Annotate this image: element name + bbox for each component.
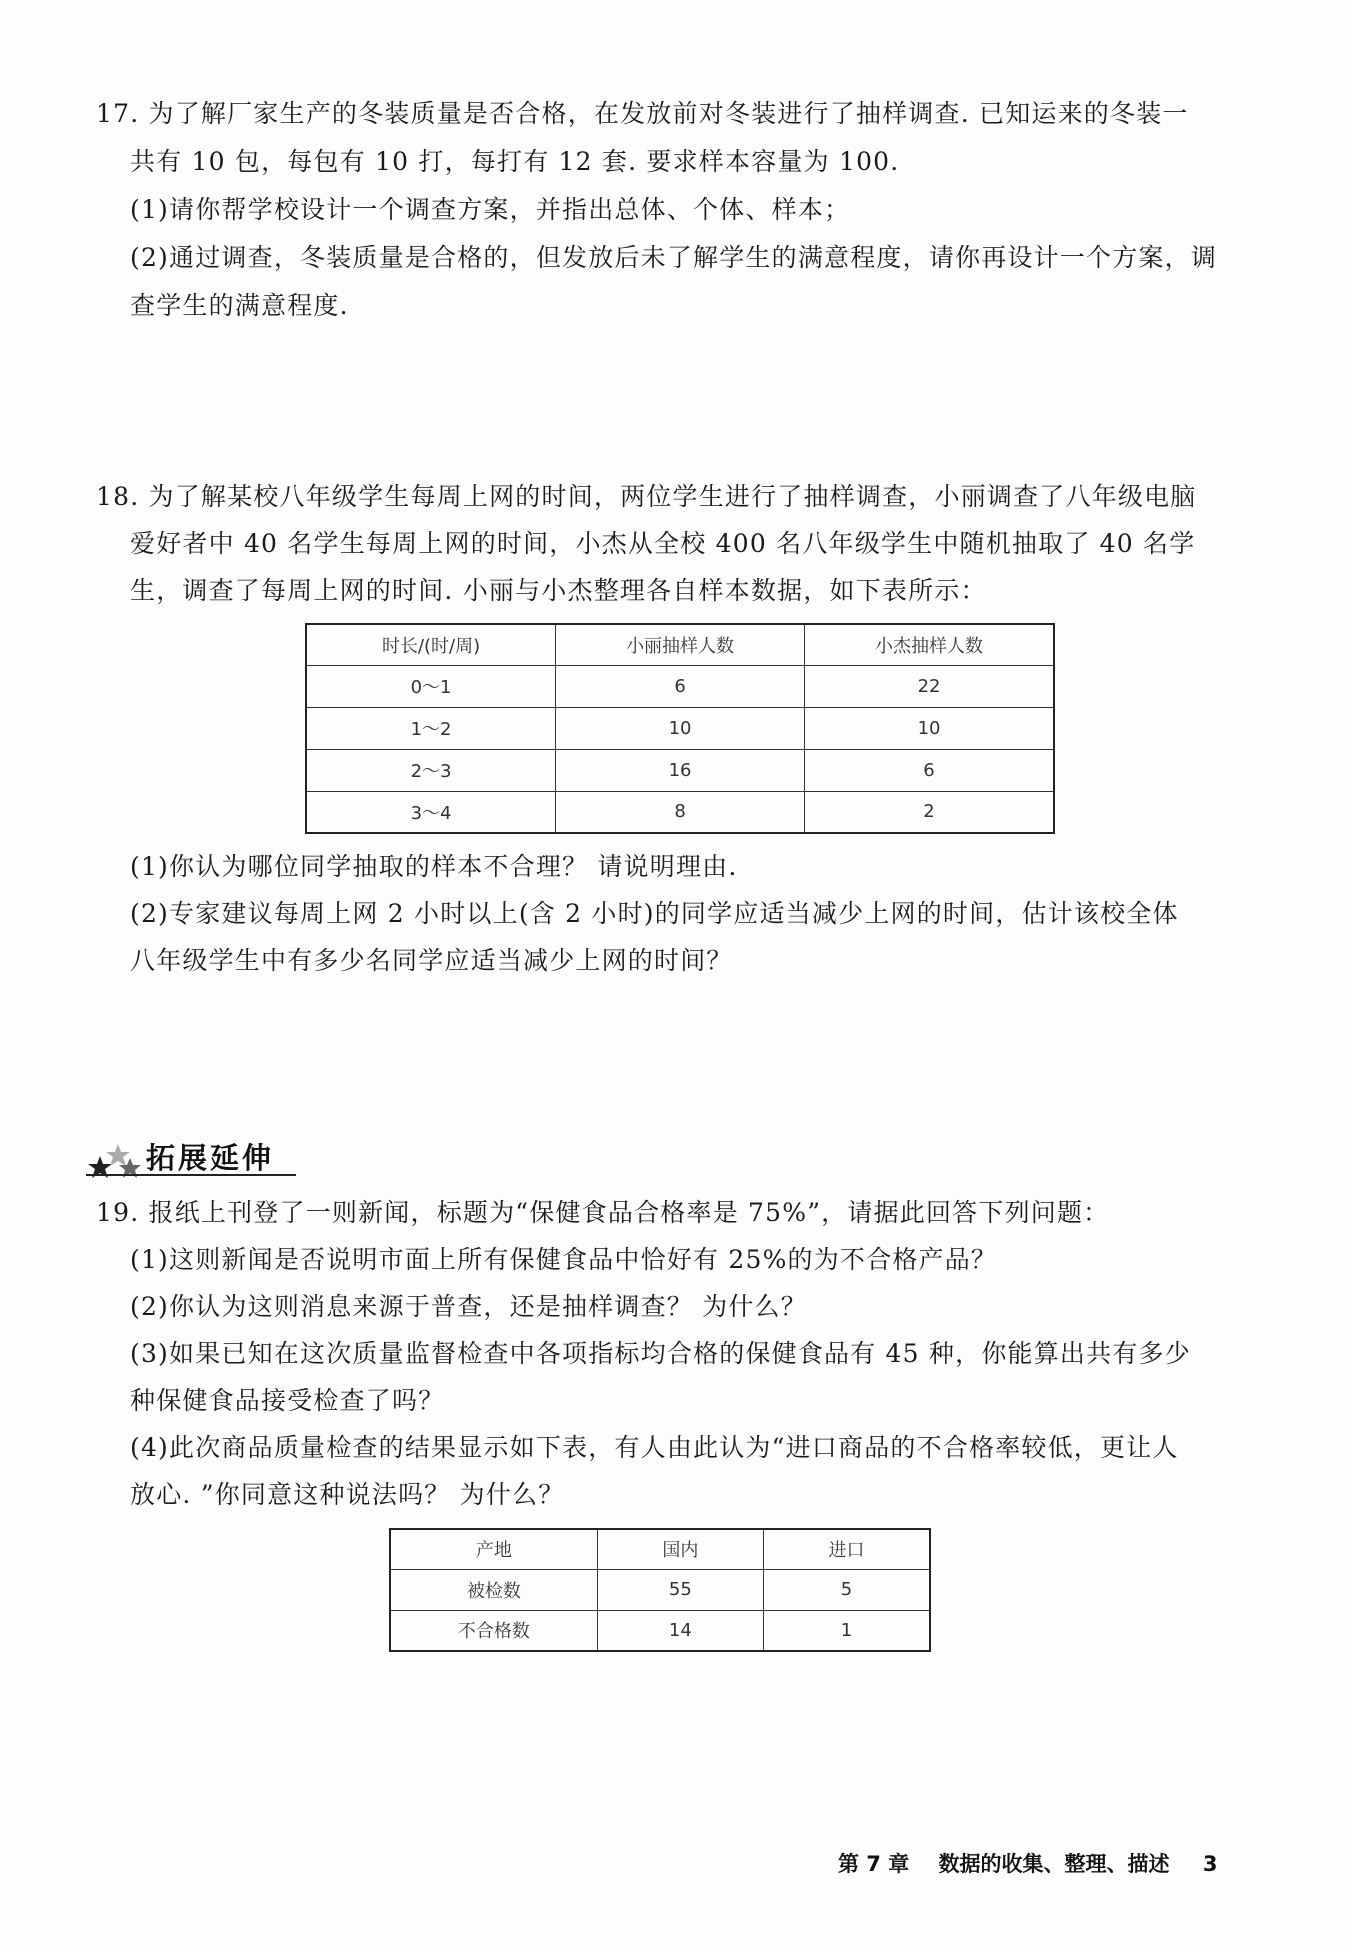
inspection-table — [389, 1528, 931, 1652]
section-underline — [86, 1174, 296, 1176]
table-cell: 5 — [763, 1569, 930, 1610]
table-row — [390, 1610, 930, 1651]
q19-sub-3-cont: 种保健食品接受检查了吗？ — [130, 1386, 445, 1415]
q18-sub-2: (2)专家建议每周上网 2 小时以上(含 2 小时)的同学应适当减少上网的时间，估计该校全体 — [130, 899, 1179, 928]
table-header-cell: 小丽抽样人数 — [556, 624, 805, 665]
q18-sub-3: 八年级学生中有多少名同学应适当减少上网的时间？ — [130, 946, 733, 975]
chapter-label: 第 7 章 — [838, 1852, 910, 1876]
table-cell: 不合格数 — [390, 1610, 597, 1651]
table-cell: 0～1 — [306, 665, 556, 707]
table-cell: 8 — [556, 791, 805, 833]
table-header-row — [390, 1529, 930, 1569]
q19-sub-3: (3)如果已知在这次质量监督检查中各项指标均合格的保健食品有 45 种，你能算出共有多少 — [130, 1339, 1191, 1368]
table-row — [306, 707, 1054, 749]
table-row — [390, 1569, 930, 1610]
table-cell: 14 — [597, 1610, 763, 1651]
section-heading — [86, 1128, 296, 1182]
table-cell: 10 — [805, 707, 1054, 749]
table-cell: 6 — [805, 749, 1054, 791]
table-cell: 10 — [556, 707, 805, 749]
q17-line-4: (2)通过调查，冬装质量是合格的，但发放后未了解学生的满意程度，请你再设计一个方案，调 — [130, 243, 1218, 272]
q19-sub-1: (1)这则新闻是否说明市面上所有保健食品中恰好有 25%的为不合格产品？ — [130, 1245, 998, 1274]
table-row — [306, 665, 1054, 707]
q17-line-1: 17. 为了解厂家生产的冬装质量是否合格，在发放前对冬装进行了抽样调查. 已知运来的冬装一 — [96, 99, 1189, 128]
table-header-cell: 产地 — [390, 1529, 597, 1569]
table-header-cell: 国内 — [597, 1529, 763, 1569]
q19-sub-4-cont: 放心. ”你同意这种说法吗？ 为什么？ — [130, 1480, 565, 1509]
q17-line-2: 共有 10 包，每包有 10 打，每打有 12 套. 要求样本容量为 100. — [130, 147, 900, 176]
table-header-row — [306, 624, 1054, 665]
q18-line-1: 18. 为了解某校八年级学生每周上网的时间，两位学生进行了抽样调查，小丽调查了八年级电脑 — [96, 482, 1197, 511]
chapter-title: 数据的收集、整理、描述 — [938, 1852, 1170, 1876]
table-cell: 3～4 — [306, 791, 556, 833]
table-cell: 6 — [556, 665, 805, 707]
q18-line-3: 生，调查了每周上网的时间. 小丽与小杰整理各自样本数据，如下表所示： — [130, 576, 987, 605]
table-cell: 2～3 — [306, 749, 556, 791]
table-cell: 1～2 — [306, 707, 556, 749]
table-cell: 1 — [763, 1610, 930, 1651]
table-cell: 被检数 — [390, 1569, 597, 1610]
q19-sub-4: (4)此次商品质量检查的结果显示如下表，有人由此认为“进口商品的不合格率较低，更让人 — [130, 1433, 1179, 1462]
internet-time-table — [305, 623, 1055, 834]
q17-line-5: 查学生的满意程度. — [130, 291, 349, 320]
table-cell: 16 — [556, 749, 805, 791]
section-title: 拓展延伸 — [146, 1141, 275, 1175]
page-footer — [838, 1848, 1217, 1878]
table-row — [306, 791, 1054, 833]
page-number: 3 — [1202, 1852, 1218, 1876]
table-header-cell: 时长/(时/周) — [306, 624, 556, 665]
q18-sub-1: (1)你认为哪位同学抽取的样本不合理？ 请说明理由. — [130, 852, 738, 881]
q17-line-3: (1)请你帮学校设计一个调查方案，并指出总体、个体、样本； — [130, 195, 851, 224]
table-cell: 55 — [597, 1569, 763, 1610]
table-header-cell: 进口 — [763, 1529, 930, 1569]
table-cell: 2 — [805, 791, 1054, 833]
q19-line-1: 19. 报纸上刊登了一则新闻，标题为“保健食品合格率是 75%”，请据此回答下列问题： — [96, 1198, 1110, 1227]
table-row — [306, 749, 1054, 791]
table-header-cell: 小杰抽样人数 — [805, 624, 1054, 665]
table-cell: 22 — [805, 665, 1054, 707]
q18-line-2: 爱好者中 40 名学生每周上网的时间，小杰从全校 400 名八年级学生中随机抽取了 40 名学 — [130, 529, 1196, 558]
q19-sub-2: (2)你认为这则消息来源于普查，还是抽样调查？ 为什么？ — [130, 1292, 807, 1321]
